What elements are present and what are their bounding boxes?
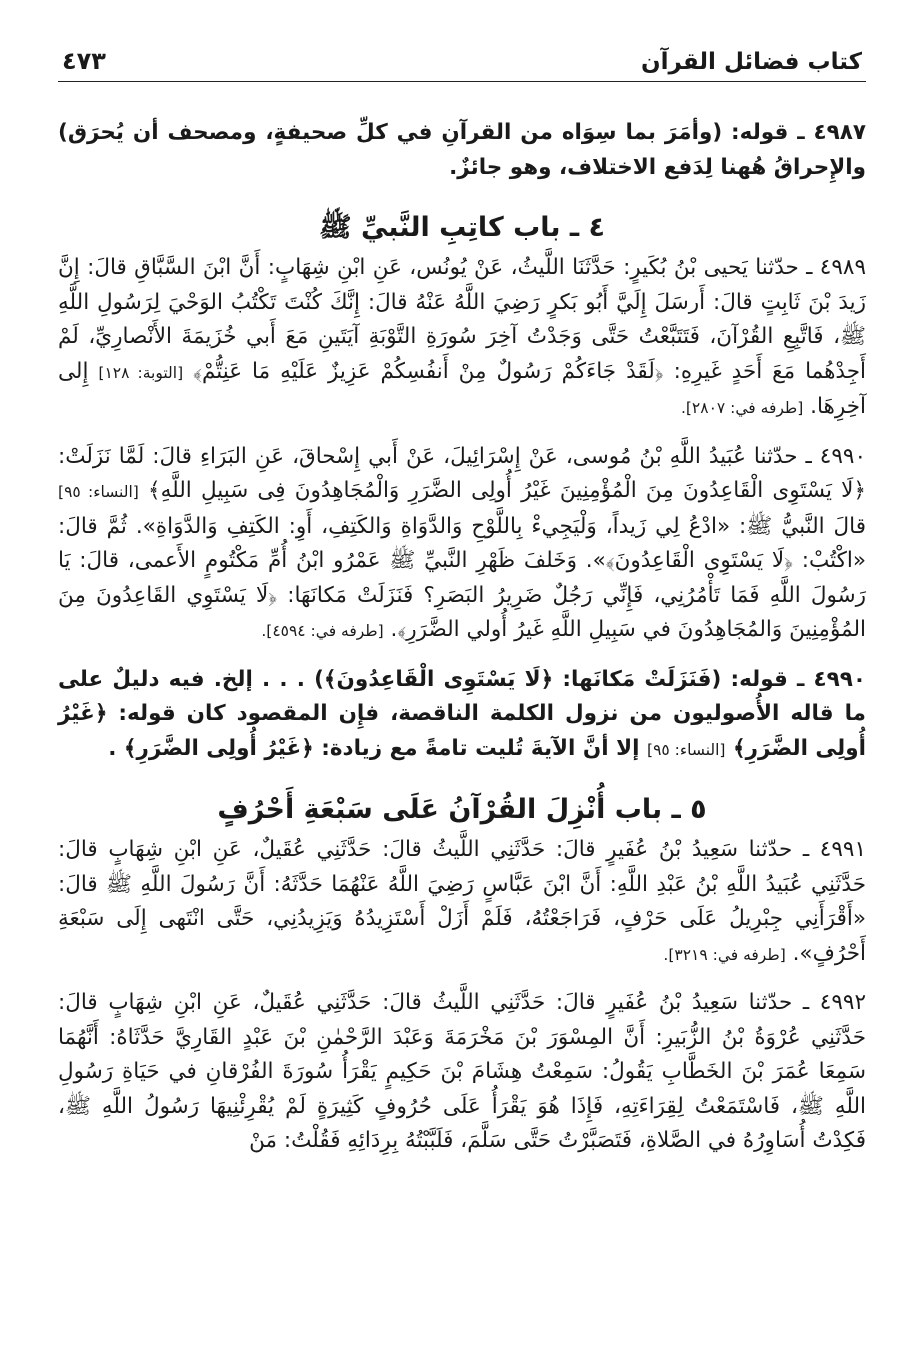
chapter-heading-5: ٥ ـ باب أُنْزِلَ القُرْآنُ عَلَى سَبْعَةِ أَحْرُفٍ <box>217 794 707 825</box>
commentary-4987 <box>58 116 866 185</box>
book-page <box>58 40 866 1159</box>
hadith-4990-cross-ref: [طرفه في: ٤٥٩٤]. <box>261 622 384 640</box>
hadith-4989-quran-ref: [التوبة: ١٢٨] <box>98 363 184 382</box>
hadith-4989-text: ٤٩٨٩ ـ حدّثنا يَحيى بْنُ بُكَيرٍ: حَدَّثَنَا اللَّيثُ، عَنْ يُونُس، عَنِ ابْنِ شِهَابٍ: أَنَّ ابْنَ السَّبَّاقِ قالَ: إِنَّ زَيدَ بْنَ ثَابِتٍ قالَ: أَرسَلَ إِلَيَّ أَبُو بَكرٍ رَضِيَ اللَّهُ عَنْهُ قالَ: إِنَّكَ كُنْتَ تَكْتُبُ الوَحْيَ لِرَسُولِ اللَّهِ ﷺ، فَاتَّبِعِ القُرْآنَ، فَتَتَبَّعْتُ حَتَّى وَجَدْتُ آخِرَ سُورَةِ التَّوْبَةِ آيَتَينِ مَعَ أَبي خُزَيمَةَ الأَنْصارِيِّ، لَمْ أَجِدْهُما مَعَ أَحَدٍ غَيرِهِ: ﴿لَقَدْ جَاءَكُمْ رَسُولٌ مِنْ أَنفُسِكُمْ عَزِيزٌ عَلَيْهِ مَا عَنِتُّمْ﴾ <box>58 255 866 384</box>
running-head <box>58 40 866 82</box>
hadith-4989 <box>58 251 866 426</box>
hadith-4989-cross-ref: [طرفه في: ٢٨٠٧]. <box>680 399 804 417</box>
commentary-4990-quran-ref: [النساء: ٩٥] <box>647 740 726 759</box>
commentary-4990 <box>58 663 866 768</box>
hadith-4990-quran-ref: [النساء: ٩٥] <box>58 483 139 501</box>
hadith-4991-cross-ref: [طرفه في: ٣٢١٩]. <box>663 945 786 964</box>
hadith-4992 <box>58 986 866 1159</box>
commentary-4990-tail: إلا أنَّ الآيةَ تُليت تامةً مع زيادة: ﴿غَيْرُ أُولِى الضَّرَرِ﴾ . <box>108 735 640 761</box>
page-number: ٤٧٣ <box>62 47 106 75</box>
chapter-heading-4: ٤ ـ باب كاتِبِ النَّبيِّ ﷺ <box>318 212 606 243</box>
hadith-4991 <box>58 833 866 972</box>
hadith-4990-text-continued: قالَ النَّبيُّ ﷺ: «ادْعُ لِي زَيداً، وَلْيَجِيءْ بِاللَّوْحِ وَالدَّوَاةِ وَالكَتِفِ، أَوِ: الكَتِفِ وَالدَّوَاةِ». ثُمَّ قالَ: «اكْتُبْ: ﴿لَا يَسْتَوِى الْقَاعِدُونَ﴾». وَخَلفَ ظَهْرِ النَّبيِّ ﷺ عَمْرُو ابْنُ أُمِّ مَكْتُومٍ الأَعمى، قالَ: يَا رَسُولَ اللَّهِ فَمَا تَأْمُرُنِي، فَإِنِّي رَجُلٌ ضَرِيرُ البَصَرِ؟ فَنَزَلَتْ مَكانَهَا: ﴿لَا يَسْتَوِي القَاعِدُونَ مِنَ المُؤْمِنِينَ وَالمُجَاهِدُونَ في سَبِيلِ اللَّهِ غَيرُ أُولي الضَّرَرِ﴾. <box>58 513 866 642</box>
hadith-4991-text: ٤٩٩١ ـ حدّثنا سَعِيدُ بْنُ عُفَيرٍ قالَ: حَدَّثَنِي اللَّيثُ قالَ: حَدَّثَنِي عُقَيلٌ، عَنِ ابْنِ شِهَابٍ قالَ: حَدَّثَنِي عُبَيدُ اللَّهِ بْنُ عَبْدِ اللَّهِ: أَنَّ ابْنَ عَبَّاسٍ رَضِيَ اللَّهُ عَنْهُمَا حَدَّثَهُ: أَنَّ رَسُولَ اللَّهِ ﷺ قالَ: «أَقْرَأَنِي جِبْرِيلُ عَلَى حَرْفٍ، فَرَاجَعْتُهُ، فَلَمْ أَزَلْ أَسْتَزِيدُهُ وَيَزِيدُنِي، حَتَّى انْتَهى إِلَى سَبْعَةِ أَحْرُفٍ». <box>58 837 866 966</box>
hadith-4989-continuation: إِلى آخِرِهَا. <box>58 358 866 419</box>
book-title: كتاب فضائل القرآن <box>641 49 862 75</box>
hadith-4992-text: ٤٩٩٢ ـ حدّثنا سَعِيدُ بْنُ عُفَيرٍ قالَ: حَدَّثَنِي اللَّيثُ قالَ: حَدَّثَنِي عُقَيلٌ، عَنِ ابْنِ شِهَابٍ قالَ: حَدَّثَنِي عُرْوَةُ بْنُ الزُّبَيرِ: أَنَّ المِسْوَرَ بْنَ مَخْرَمَةَ وَعَبْدَ الرَّحْمٰنِ بْنَ عَبْدٍ القَارِيَّ حَدَّثَاهُ: أَنَّهُمَا سَمِعَا عُمَرَ بْنَ الخَطَّابِ يَقُولُ: سَمِعْتُ هِشَامَ بْنَ حَكِيمٍ يَقْرَأُ سُورَةَ الفُرْقانِ في حَيَاةِ رَسُولِ اللَّهِ ﷺ، فَاسْتَمَعْتُ لِقِرَاءَتِهِ، فَإِذَا هُوَ يَقْرَأُ عَلَى حُرُوفٍ كَثِيرَةٍ لَمْ يُقْرِئْنِيهَا رَسُولُ اللَّهِ ﷺ، فَكِدْتُ أُسَاوِرُهُ في الصَّلاةِ، فَتَصَبَّرْتُ حَتَّى سَلَّمَ، فَلَبَّبْتُهُ بِرِدَائِهِ فَقُلْتُ: مَنْ <box>58 990 866 1153</box>
commentary-4990-text: ٤٩٩٠ ـ قوله: (فَنَزَلَتْ مَكانَها: ﴿لَا يَسْتَوِى الْقَاعِدُونَ﴾) . . . إلخ. فيه دليلٌ على ما قاله الأُصوليون من نزول الكلمة الناقصة، فإِن المقصود كان قوله: ﴿غَيْرُ أُولِى الضَّرَرِ﴾ <box>58 666 866 761</box>
hadith-4990 <box>58 440 866 649</box>
commentary-4987-text: ٤٩٨٧ ـ قوله: (وأمَرَ بما سِوَاه من القرآنِ في كلِّ صحيفةٍ، ومصحف أن يُحرَق) والإِحراقُ هُهنا لِدَفع الاختلاف، وهو جائزٌ. <box>58 120 866 180</box>
hadith-4990-text: ٤٩٩٠ ـ حدّثنا عُبَيدُ اللَّهِ بْنُ مُوسى، عَنْ إِسْرَائِيلَ، عَنْ أَبي إِسْحاقَ، عَنِ البَرَاءِ قالَ: لَمَّا نَزَلَتْ: ﴿لَا يَسْتَوِى الْقَاعِدُونَ مِنَ الْمُؤْمِنِينَ غَيْرُ أُولِى الضَّرَرِ وَالْمُجَاهِدُونَ فِى سَبِيلِ اللَّهِ﴾ <box>58 443 867 503</box>
